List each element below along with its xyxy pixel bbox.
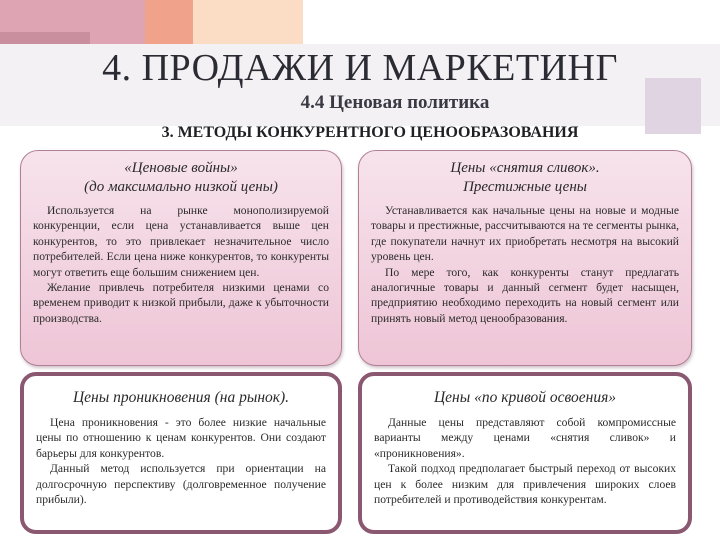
card-heading-line: Цены проникновения (на рынок).: [72, 389, 290, 406]
section-title: 3. МЕТОДЫ КОНКУРЕНТНОГО ЦЕНООБРАЗОВАНИЯ: [161, 124, 579, 141]
card-heading-line: Престижные цены: [463, 179, 587, 195]
card-paragraph: Данные цены представляют собой компромиссные варианты между ценами «снятия сливок» и «проникновения».: [374, 416, 676, 460]
card-body: [33, 203, 329, 326]
card-heading: [374, 388, 676, 407]
card-heading: [371, 159, 679, 197]
card-learning-curve-prices: [358, 372, 692, 534]
card-heading-line: «Ценовые войны»: [124, 160, 238, 176]
card-heading: [36, 388, 326, 407]
card-heading-line: Цены «по кривой освоения»: [433, 389, 617, 406]
card-body: [371, 203, 679, 326]
card-paragraph: Данный метод используется при ориентации на долгосрочную перспективу (долговременное получение прибыли).: [36, 462, 326, 507]
page-subtitle: 4.4 Ценовая политика: [300, 92, 490, 113]
card-paragraph: Устанавливается как начальные цены на новые и модные товары и престижные, рассчитываются на те сегменты рынка, где покупатели начнут их приобретать несмотря на высокий уровень цен.: [371, 204, 679, 264]
card-skimming-prices: [358, 150, 692, 366]
card-price-wars: [20, 150, 342, 366]
card-body: [36, 415, 326, 507]
card-body: [374, 415, 676, 507]
card-heading-line: (до максимально низкой цены): [84, 179, 278, 195]
card-paragraph: Цена проникновения - это более низкие начальные цены по отношению к ценам конкурентов. Они создают барьеры для конкурентов.: [36, 416, 326, 460]
card-paragraph: По мере того, как конкуренты станут предлагать аналогичные товары и данный сегмент будет насыщен, предприятию необходимо переходить на новый сегмент или принять новый метод ценообразования.: [371, 265, 679, 325]
card-paragraph: Используется на рынке монополизируемой конкуренции, если цена устанавливается выше цен конкурентов, то это привлекает незначительное число потребителей. Если цена ниже конкурентов, то конкуренты могут ответить еще большим снижением цен.: [33, 204, 329, 279]
card-heading: [33, 159, 329, 197]
decor-block-peach: [193, 0, 303, 44]
page-title: 4. ПРОДАЖИ И МАРКЕТИНГ: [102, 47, 618, 89]
card-paragraph: Такой подход предполагает быстрый переход от высоких цен к более низким для привлечения широких слоев потребителей и противодействия конкурентам.: [374, 462, 676, 507]
card-penetration-prices: [20, 372, 342, 534]
decor-block-salmon: [145, 0, 193, 44]
card-paragraph: Желание привлечь потребителя низкими ценами со временем приводит к низкой прибыли, даже к убыточности производства.: [33, 281, 329, 325]
card-heading-line: Цены «снятия сливок».: [450, 160, 600, 176]
